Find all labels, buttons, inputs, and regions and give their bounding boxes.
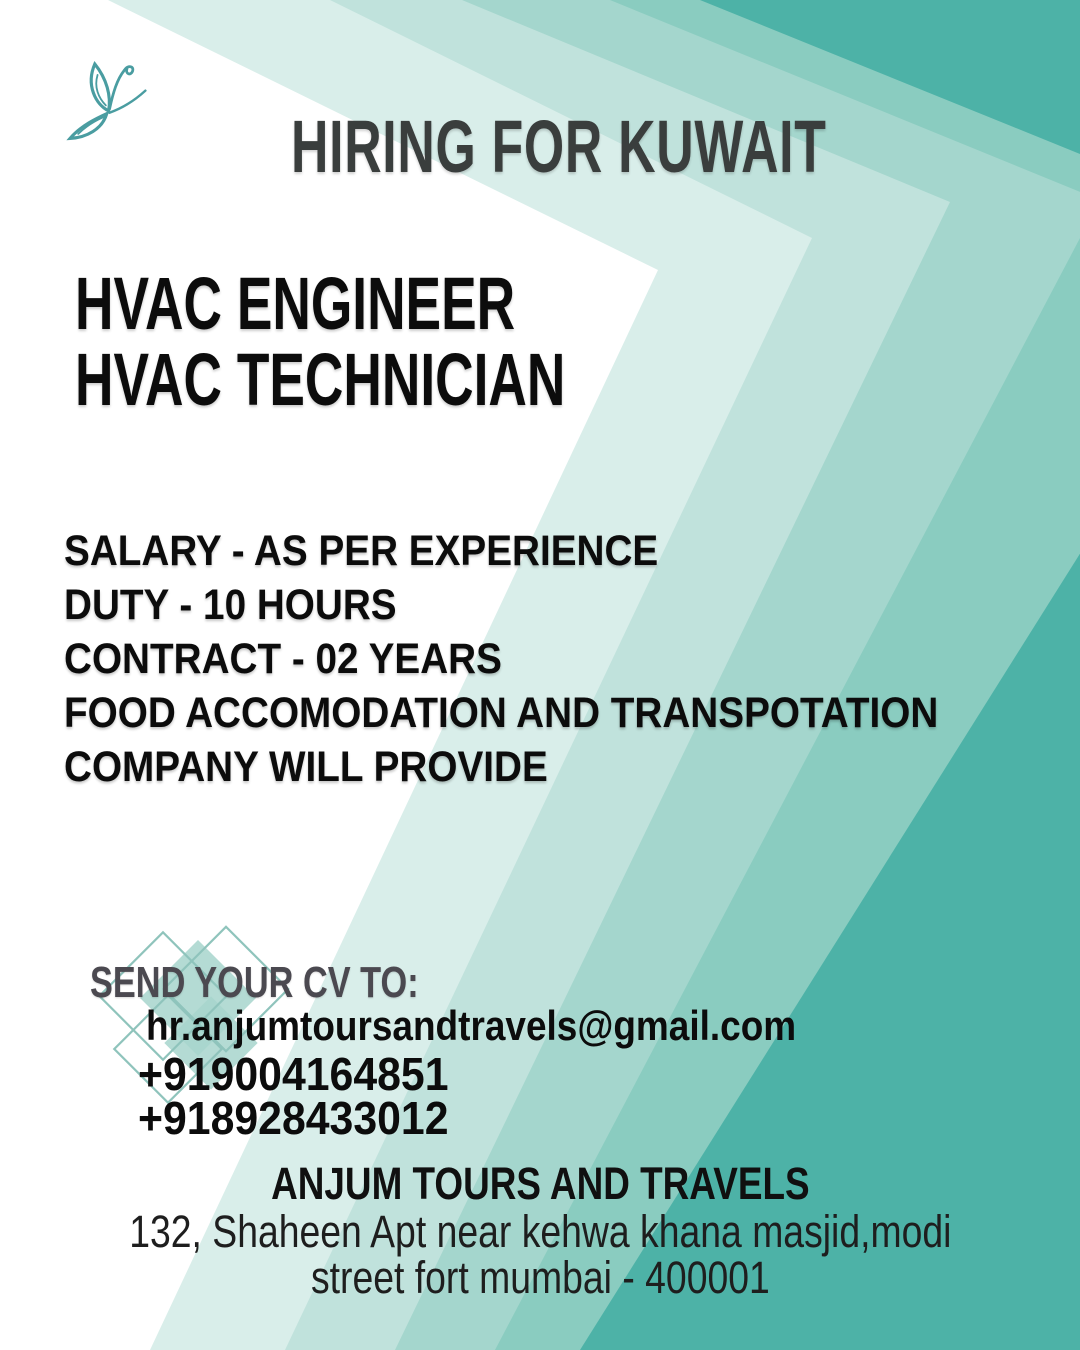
list-item: FOOD ACCOMODATION AND TRANSPOTATION xyxy=(64,689,939,737)
job-details-list xyxy=(64,524,1035,794)
contact-phone-2: +918928433012 xyxy=(138,1092,449,1144)
job-position-1: HVAC ENGINEER xyxy=(75,262,516,345)
contact-phone-1: +919004164851 xyxy=(138,1048,449,1100)
butterfly-logo-icon xyxy=(58,52,150,144)
contact-email: hr.anjumtoursandtravels@gmail.com xyxy=(146,1002,797,1049)
list-item: COMPANY WILL PROVIDE xyxy=(64,743,548,791)
company-address-line-2: street fort mumbai - 400001 xyxy=(310,1252,770,1303)
page-title xyxy=(291,104,1056,189)
company-name: ANJUM TOURS AND TRAVELS xyxy=(270,1158,810,1209)
list-item: CONTRACT - 02 YEARS xyxy=(64,635,502,683)
list-item: DUTY - 10 HOURS xyxy=(64,581,397,629)
list-item: SALARY - AS PER EXPERIENCE xyxy=(64,527,659,575)
job-positions xyxy=(75,262,756,421)
company-address-line-1: 132, Shaheen Apt near kehwa khana masjid,modi xyxy=(128,1206,952,1257)
page-title-text: HIRING FOR KUWAIT xyxy=(291,105,827,188)
job-position-2: HVAC TECHNICIAN xyxy=(75,338,566,421)
contact-heading: SEND YOUR CV TO: xyxy=(90,958,419,1007)
